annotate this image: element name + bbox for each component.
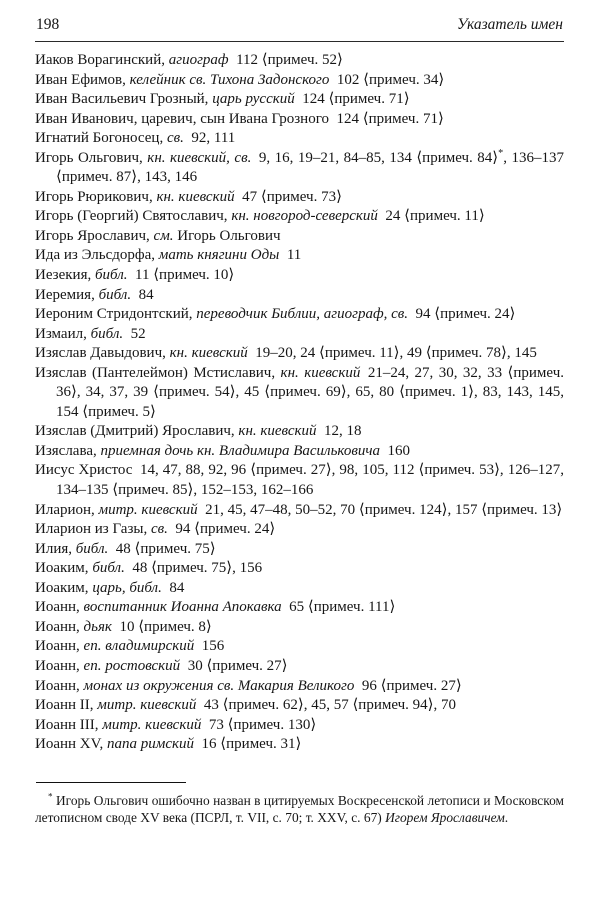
index-entry (35, 149, 564, 188)
index-entry (35, 677, 564, 697)
entry-italic: библ. (92, 560, 125, 577)
index-entry (35, 501, 564, 521)
index-entry (35, 246, 564, 266)
entry-text: Иоаким, (35, 560, 93, 577)
entry-italic: митр. киевский (98, 501, 198, 518)
entry-text: Иоанн II, (35, 697, 98, 714)
entry-text: 12, 18 (316, 423, 362, 440)
index-entry (35, 637, 564, 657)
entry-text: Иоанн, (35, 657, 84, 674)
footnote (35, 792, 564, 827)
index-entry (35, 325, 564, 345)
entry-italic: митр. киевский (102, 716, 202, 733)
entry-text: Изяслав (Дмитрий) Ярославич, (35, 423, 239, 440)
entry-text: Изяслав (Пантелеймон) Мстиславич, (35, 364, 281, 381)
entry-italic: св. (166, 130, 184, 147)
footnote-superscript-marker: * (48, 791, 53, 802)
index-entry (35, 579, 564, 599)
entry-text: Иероним Стридонтский, (35, 306, 197, 323)
entry-text: 124 ⟨примеч. 71⟩ (294, 91, 410, 108)
index-entry (35, 442, 564, 462)
index-entry (35, 71, 564, 91)
entry-italic: еп. ростовский (83, 657, 181, 674)
entry-italic: переводчик Библии, агиограф, св. (196, 306, 409, 323)
entry-text: Иезекия, (35, 267, 95, 284)
entry-text: 47 ⟨примеч. 73⟩ (234, 188, 342, 205)
index-entry (35, 735, 564, 755)
entry-text: Изяслав Давыдович, (35, 345, 170, 362)
entry-text: Иоанн, (35, 599, 84, 616)
entry-text: , 136–137 ⟨примеч. 87⟩, 143, 146 (56, 149, 564, 186)
footnote-text: . (504, 810, 509, 826)
page-number: 198 (36, 16, 60, 33)
index-entry (35, 520, 564, 540)
index-entry (35, 90, 564, 110)
entry-italic: приемная дочь кн. Владимира Васильковича (100, 442, 381, 459)
entry-italic: еп. владимирский (83, 638, 195, 655)
entry-text: Иоанн, (35, 677, 84, 694)
entry-text: Игорь Ольгович (173, 227, 281, 244)
entry-text: Иван Васильевич Грозный, (35, 91, 213, 108)
entry-text: Иоанн III, (35, 716, 103, 733)
entry-text: 52 (123, 325, 146, 342)
entry-text: Иоанн, (35, 618, 84, 635)
index-entry (35, 286, 564, 306)
entry-text: 30 ⟨примеч. 27⟩ (180, 657, 288, 674)
index-entry (35, 540, 564, 560)
entry-italic: библ. (75, 540, 109, 557)
entry-text: Ида из Эльсдорфа, (35, 247, 159, 264)
entry-text: 92, 111 (183, 130, 236, 147)
index-entry (35, 344, 564, 364)
index-entry (35, 364, 564, 423)
entry-italic: мать княгини Оды (158, 247, 280, 264)
entry-text: 102 ⟨примеч. 34⟩ (329, 71, 445, 88)
entry-text: Игорь (Георгий) Святославич, (35, 208, 232, 225)
entry-text: Иларион, (35, 501, 99, 518)
entry-text: Игорь Ярославич, (35, 227, 154, 244)
entry-text: 21–24, 27, 30, 32, 33 ⟨примеч. 36⟩, 34, 37, 39 ⟨примеч. 54⟩, 45 ⟨примеч. 69⟩, 65, 80 ⟨примеч. 1⟩, 83, 143, 145, 154 ⟨примеч. 5⟩ (56, 364, 565, 420)
index-entry (35, 598, 564, 618)
entry-text: 156 (194, 638, 225, 655)
index-entry (35, 422, 564, 442)
entry-text: Иван Иванович, царевич, сын Ивана Грозного 124 ⟨примеч. 71⟩ (35, 110, 444, 127)
entry-italic: агиограф (168, 52, 229, 68)
page-header (35, 16, 564, 42)
entry-text: Изяслава, (35, 442, 101, 459)
index-entry (35, 618, 564, 638)
entry-text: 112 ⟨примеч. 52⟩ (228, 52, 343, 68)
entry-superscript-marker: * (498, 147, 504, 159)
entry-text: Иоаким, (35, 579, 93, 596)
entry-list (35, 51, 564, 755)
entry-italic: библ. (94, 267, 128, 284)
entry-text: 48 ⟨примеч. 75⟩ (108, 540, 216, 557)
index-entry (35, 51, 564, 71)
entry-italic: кн. киевский, св. (147, 149, 252, 166)
entry-text: Иисус Христос 14, 47, 88, 92, 96 ⟨примеч. 27⟩, 98, 105, 112 ⟨примеч. 53⟩, 126–127, 134–135 ⟨примеч. 85⟩, 152–153, 162–166 (35, 462, 564, 499)
index-entry (35, 207, 564, 227)
entry-text: 10 ⟨примеч. 8⟩ (111, 618, 212, 635)
entry-italic: кн. новгород-северский (231, 208, 378, 225)
index-entry (35, 188, 564, 208)
index-entry (35, 110, 564, 130)
running-title: Указатель имен (456, 16, 563, 33)
index-entry (35, 716, 564, 736)
entry-text: Иаков Ворагинский, (35, 52, 169, 68)
entry-italic: воспитанник Иоанна Апокавка (83, 599, 282, 616)
entry-italic: царь русский (212, 91, 295, 108)
entry-text: Измаил, (35, 325, 91, 342)
index-entry (35, 657, 564, 677)
index-entry (35, 696, 564, 716)
entry-text: 24 ⟨примеч. 11⟩ (377, 208, 485, 225)
footnote-separator (36, 782, 186, 783)
entry-text: Иларион из Газы, (35, 521, 151, 538)
footnote-text (35, 793, 564, 826)
entry-italic: кн. киевский (156, 188, 235, 205)
entry-italic: библ. (98, 286, 132, 303)
entry-italic: кн. киевский (238, 423, 317, 440)
index-entry (35, 129, 564, 149)
entry-text: Иеремия, (35, 286, 99, 303)
index-entry (35, 227, 564, 247)
entry-italic: царь, библ. (92, 579, 162, 596)
entry-text: 73 ⟨примеч. 130⟩ (201, 716, 317, 733)
entry-text: Иоанн, (35, 638, 84, 655)
footnote-italic: Игорем Ярославичем (385, 810, 505, 826)
entry-italic: кн. киевский (280, 364, 361, 381)
entry-text: 84 (161, 579, 185, 596)
entry-text: Игорь Ольгович, (35, 149, 148, 166)
entry-text: 94 ⟨примеч. 24⟩ (167, 521, 276, 538)
entry-text: Иоанн XV, (35, 736, 108, 753)
entry-italic: монах из окружения св. Макария Великого (83, 677, 355, 694)
entry-text: 65 ⟨примеч. 111⟩ (281, 599, 396, 616)
index-entry (35, 461, 564, 500)
entry-italic: см. (153, 227, 174, 244)
entry-italic: митр. киевский (97, 697, 197, 714)
entry-text: 43 ⟨примеч. 62⟩, 45, 57 ⟨примеч. 94⟩, 70 (196, 697, 457, 714)
entry-text: Игнатий Богоносец, (35, 130, 167, 147)
index-entry (35, 305, 564, 325)
entry-text: 96 ⟨примеч. 27⟩ (354, 677, 462, 694)
entry-text: 48 ⟨примеч. 75⟩, 156 (124, 560, 263, 577)
index-entry (35, 559, 564, 579)
footnote-text: Игорь Ольгович ошибочно назван в цитируемых Воскресенской летописи и Московском летописном своде XV века (ПСРЛ, т. VII, с. 70; т. XXV, с. 67) (35, 792, 564, 826)
entry-italic: дьяк (83, 618, 112, 635)
entry-text: 84 (131, 286, 154, 303)
entry-italic: библ. (90, 325, 124, 342)
entry-text: 11 ⟨примеч. 10⟩ (127, 267, 235, 284)
entry-text: Иван Ефимов, (35, 71, 130, 88)
entry-text: 11 (279, 247, 302, 264)
entry-text: 94 ⟨примеч. 24⟩ (408, 306, 516, 323)
index-entry (35, 266, 564, 286)
entry-text: 160 (380, 442, 411, 459)
entry-text: Илия, (35, 540, 76, 557)
entry-text: 21, 45, 47–48, 50–52, 70 ⟨примеч. 124⟩, 157 ⟨примеч. 13⟩ (197, 501, 563, 518)
entry-italic: папа римский (107, 736, 195, 753)
entry-italic: св. (150, 521, 168, 538)
entry-italic: келейник св. Тихона Задонского (129, 71, 330, 88)
entry-text: 19–20, 24 ⟨примеч. 11⟩, 49 ⟨примеч. 78⟩, 145 (247, 345, 537, 362)
entry-text: Игорь Рюрикович, (35, 188, 157, 205)
entry-text: 16 ⟨примеч. 31⟩ (194, 736, 302, 753)
entry-italic: кн. киевский (169, 345, 248, 362)
entry-text: 9, 16, 19–21, 84–85, 134 ⟨примеч. 84⟩ (251, 149, 499, 166)
